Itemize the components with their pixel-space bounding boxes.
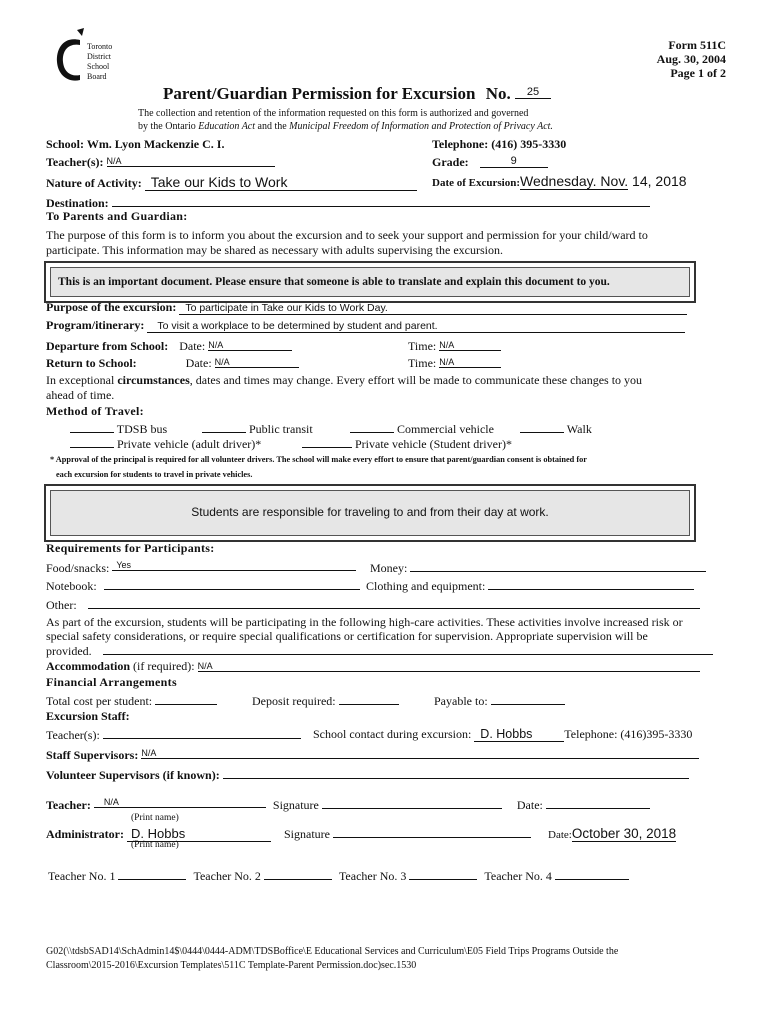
accommodation-paren: (if required): (130, 659, 195, 673)
staff-heading: Excursion Staff: (46, 709, 130, 723)
logo-line: Board (87, 72, 107, 81)
requirements-heading: Requirements for Participants: (46, 541, 215, 555)
teacher-signature-row (46, 797, 650, 813)
travel-notice-text: Students are responsible for traveling to and from their day at work. (191, 505, 549, 519)
school-contact-field[interactable]: D. Hobbs (474, 727, 564, 742)
other-row (46, 597, 700, 613)
travel-walk[interactable]: Walk (520, 422, 592, 437)
excursion-number-field[interactable] (515, 86, 551, 99)
accommodation-label: Accommodation (46, 659, 130, 673)
volunteer-field[interactable] (223, 767, 689, 779)
clothing-label: Clothing and equipment: (366, 579, 486, 593)
to-parents-heading: To Parents and Guardian: (46, 209, 188, 223)
food-label: Food/snacks: (46, 561, 110, 575)
volunteer-label: Volunteer Supervisors (if known): (46, 768, 220, 782)
destination-label: Destination: (46, 196, 109, 210)
notebook-label: Notebook: (46, 579, 97, 593)
excursion-purpose-row (46, 300, 687, 315)
logo-line: Toronto (87, 42, 113, 51)
return-row (46, 356, 299, 371)
purpose-line-2: participate. This information may be shared as necessary with adults supervising the excursion. (46, 243, 503, 257)
staff-teachers-row (46, 727, 301, 743)
school-row (46, 137, 224, 152)
deposit-field[interactable] (339, 693, 399, 705)
school-label: School: (46, 137, 85, 151)
form-page: Page 1 of 2 (670, 66, 726, 80)
circumstances-line-2: ahead of time. (46, 388, 115, 402)
departure-time-field[interactable]: N/A (439, 340, 501, 351)
staff-supervisors-row (46, 748, 699, 763)
money-row (370, 560, 706, 576)
grade-row (432, 155, 548, 170)
grade-label: Grade: (432, 155, 469, 169)
nature-value: Take our Kids to Work (150, 174, 288, 190)
teacher-numbers-row (48, 868, 629, 884)
return-time-field[interactable]: N/A (439, 357, 501, 368)
footer-line-1: G02(\\tdsbSAD14\SchAdmin14$\0444\0444-ADM\TDSBoffice\E Educational Services and Curriculum\E05 Field Trips Programs Outside the (46, 946, 619, 957)
program-row (46, 318, 685, 333)
staff-supervisors-label: Staff Supervisors: (46, 748, 139, 762)
clothing-row (366, 578, 694, 594)
high-care-line-2: special safety considerations, or require special qualifications or certification for supervision. Appropriate supervision will be (46, 629, 648, 643)
approval-line-1: * Approval of the principal is required for all volunteer drivers. The school will make every effort to ensure that parent/guardian consent is obtained for (50, 455, 587, 464)
school-value: Wm. Lyon Mackenzie C. I. (86, 137, 225, 151)
departure-time-label: Time: (408, 339, 437, 353)
staff-teachers-label: Teacher(s): (46, 728, 100, 742)
teacher-signature-field[interactable] (322, 797, 502, 809)
telephone-value: (416) 395-3330 (491, 137, 567, 151)
teachers-row (46, 155, 275, 170)
program-value: To visit a workplace to be determined by student and parent. (157, 320, 438, 332)
food-row (46, 560, 356, 576)
teacher-print-name: (Print name) (131, 813, 179, 823)
teacher-signature-label: Signature (272, 798, 319, 812)
tdsb-logo-mark (50, 28, 90, 88)
return-date-field[interactable]: N/A (215, 357, 299, 368)
important-notice-box (44, 261, 696, 303)
logo-text (87, 42, 112, 82)
purpose-paragraph (46, 228, 648, 258)
money-field[interactable] (410, 560, 706, 572)
payable-label: Payable to: (434, 694, 488, 708)
approval-note (50, 452, 587, 482)
high-care-line-1: As part of the excursion, students will be participating in the following high-care activities. These activities involve increased risk or (46, 615, 683, 629)
deposit-label: Deposit required: (252, 694, 336, 708)
financial-heading: Financial Arrangements (46, 675, 177, 689)
admin-print-name: (Print name) (131, 840, 179, 850)
admin-date-label: Date: (548, 829, 572, 841)
money-label: Money: (370, 561, 408, 575)
travel-commercial[interactable]: Commercial vehicle (350, 422, 494, 437)
notebook-field[interactable] (104, 578, 360, 590)
excursion-purpose-value: To participate in Take our Kids to Work Day. (185, 302, 388, 314)
logo-line: School (87, 62, 110, 71)
circumstances-text (46, 373, 642, 403)
program-field[interactable] (147, 320, 685, 333)
admin-signature-label: Signature (284, 827, 330, 841)
travel-private-adult[interactable]: Private vehicle (adult driver)* (70, 437, 261, 452)
form-date: Aug. 30, 2004 (656, 52, 726, 66)
teachers-label: Teacher(s): (46, 155, 104, 169)
nature-label: Nature of Activity: (46, 176, 142, 190)
admin-name-field[interactable]: D. Hobbs (127, 826, 271, 842)
high-care-line-3: provided. (46, 643, 713, 658)
total-cost-row (46, 693, 217, 709)
excursion-date-row (432, 173, 687, 190)
staff-teachers-field[interactable] (103, 727, 301, 739)
excursion-purpose-field[interactable] (179, 302, 687, 315)
nature-row (46, 174, 417, 191)
teacher-no-3[interactable]: Teacher No. 3 (339, 869, 477, 883)
total-cost-label: Total cost per student: (46, 694, 153, 708)
teacher-name-field[interactable]: N/A (94, 797, 266, 808)
travel-public-transit[interactable]: Public transit (202, 422, 313, 437)
method-heading: Method of Travel: (46, 404, 144, 418)
food-field[interactable]: Yes (112, 560, 356, 571)
departure-time (408, 339, 501, 354)
staff-supervisors-field[interactable]: N/A (141, 748, 699, 759)
tdsb-logo (50, 28, 130, 88)
total-cost-field[interactable] (155, 693, 217, 705)
page-title (163, 84, 551, 104)
teacher-no-2[interactable]: Teacher No. 2 (193, 869, 331, 883)
footer-path (46, 945, 618, 973)
travel-tdsb-bus[interactable]: TDSB bus (70, 422, 167, 437)
admin-signature-field[interactable] (333, 826, 531, 838)
notice-line-1: The collection and retention of the information requested on this form is authorized and governed (138, 108, 529, 119)
excursion-number: 25 (526, 86, 540, 98)
grade-value: 9 (510, 155, 517, 167)
teachers-value: N/A (106, 156, 122, 166)
travel-private-student[interactable]: Private vehicle (Student driver)* (302, 437, 512, 452)
departure-row (46, 339, 292, 354)
other-field[interactable] (88, 597, 700, 609)
teacher-no-4[interactable]: Teacher No. 4 (484, 869, 628, 883)
form-number: Form 511C (668, 38, 726, 52)
high-care-field[interactable] (103, 643, 713, 655)
payable-row (434, 693, 565, 709)
grade-field[interactable] (480, 155, 548, 168)
purpose-line-1: The purpose of this form is to inform you about the excursion and to seek your support and permission for your child/ward to (46, 228, 648, 242)
teachers-field[interactable] (107, 156, 275, 167)
payable-field[interactable] (491, 693, 565, 705)
excursion-purpose-label: Purpose of the excursion: (46, 300, 177, 314)
school-contact-row (313, 727, 692, 742)
notebook-row (46, 578, 360, 594)
school-contact-label: School contact during excursion: (313, 727, 472, 741)
admin-date-field[interactable]: October 30, 2018 (571, 826, 677, 841)
return-date-label: Date: (185, 356, 212, 370)
departure-date-field[interactable]: N/A (208, 340, 292, 351)
logo-line: District (87, 52, 111, 61)
departure-label: Departure from School: (46, 339, 169, 353)
teacher-no-1[interactable]: Teacher No. 1 (48, 869, 186, 883)
destination-field[interactable] (112, 193, 650, 207)
return-time-label: Time: (408, 356, 437, 370)
other-label: Other: (46, 598, 77, 612)
important-notice-text: This is an important document. Please ensure that someone is able to translate and explain this document to you. (58, 276, 610, 288)
telephone-row (432, 137, 566, 152)
school-contact-phone: Telephone: (416)395-3330 (564, 727, 693, 741)
admin-label: Administrator: (46, 827, 124, 841)
telephone-label: Telephone: (432, 137, 489, 151)
return-label: Return to School: (46, 356, 137, 370)
title-no-label: No. (485, 84, 511, 103)
departure-date-label: Date: (179, 339, 206, 353)
teacher-date-label: Date: (516, 798, 543, 812)
return-time (408, 356, 501, 371)
teacher-label: Teacher: (46, 798, 91, 812)
form-info (657, 38, 726, 80)
volunteer-row (46, 767, 689, 783)
approval-line-2: each excursion for students to travel in private vehicles. (56, 470, 253, 479)
accommodation-field[interactable]: N/A (198, 661, 700, 672)
footer-line-2: Classroom\2015-2016\Excursion Templates\511C Template-Parent Permission.doc)sec.1530 (46, 960, 417, 971)
circumstances-line-1: In exceptional circumstances, dates and times may change. Every effort will be made to communicate these changes to you (46, 373, 643, 387)
title-text: Parent/Guardian Permission for Excursion (163, 84, 476, 103)
excursion-date-value[interactable]: Wednesday. Nov. 14, 2018 (520, 173, 687, 189)
notice-line-2: by the Ontario Education Act and the Municipal Freedom of Information and Protection of Privacy Act. (138, 121, 553, 132)
clothing-field[interactable] (488, 578, 694, 590)
program-label: Program/itinerary: (46, 318, 145, 332)
accommodation-row (46, 659, 700, 674)
deposit-row (252, 693, 399, 709)
travel-notice-box (44, 484, 696, 542)
excursion-date-label: Date of Excursion: (432, 177, 520, 189)
privacy-notice (138, 107, 553, 133)
high-care-text (46, 615, 713, 658)
nature-field[interactable] (145, 174, 417, 191)
teacher-date-field[interactable] (546, 797, 650, 809)
